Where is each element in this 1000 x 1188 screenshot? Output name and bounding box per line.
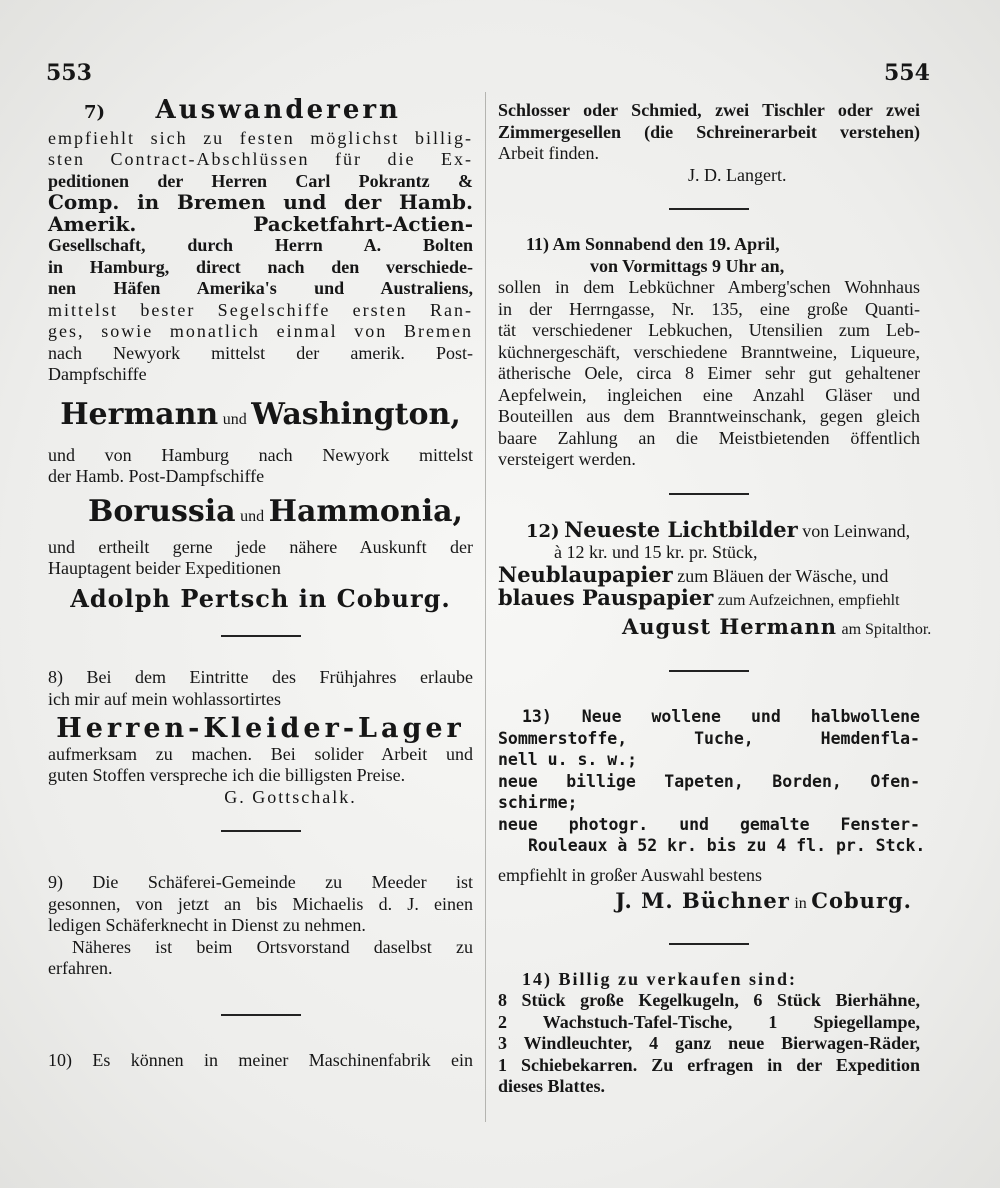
text-line: nell u. s. w.; [498, 750, 638, 769]
text-line: mittelst bester Segelschiffe ersten Ran- [48, 299, 473, 320]
text-line: Sommerstoffe, Tuche, Hemdenfla- [498, 728, 920, 748]
ad-8-signature: G. Gottschalk. [224, 786, 357, 807]
separator-rule [221, 830, 301, 832]
separator-rule [221, 1014, 301, 1016]
text-line: Schlosser oder Schmied, zwei Tischler oder zwei [498, 100, 920, 120]
text-line: Näheres ist beim Ortsvorstand daselbst zu [72, 936, 473, 957]
ad-heading: Auswanderern [155, 95, 401, 125]
ad-10-signature: J. D. Langert. [688, 164, 787, 185]
product-name: Neublaupapier [498, 561, 673, 587]
separator-rule [669, 208, 749, 210]
text-line: in Hamburg, direct nach den verschiede- [48, 256, 473, 277]
separator-rule [221, 635, 301, 637]
ad-12-title-row [498, 516, 920, 543]
text-line: Arbeit finden. [498, 143, 599, 163]
ad-12-line-3 [498, 561, 920, 588]
page-number-left: 553 [46, 60, 92, 86]
text-line: neue billige Tapeten, Borden, Ofen- [498, 771, 920, 791]
text-line: Hauptagent beider Expeditionen [48, 558, 281, 578]
ad-12-line-4 [498, 587, 920, 612]
conjunction: in [794, 895, 807, 912]
text-line: versteigert werden. [498, 449, 636, 469]
ship-name: Hermann [60, 396, 219, 432]
text-line: ich mir auf mein wohlassortirtes [48, 688, 281, 709]
text-line: nach Newyork mittelst der amerik. Post- [48, 342, 473, 363]
ship-names-row-1 [48, 394, 473, 441]
text-line: Gesellschaft, durch Herrn A. Bolten [48, 235, 473, 255]
ad-8-heading: Herren-Kleider-Lager [56, 713, 465, 744]
product-name: blaues Pauspapier [498, 585, 714, 610]
ad-title: Neueste Lichtbilder [564, 516, 798, 542]
text-line: Amerik. Packetfahrt-Actien- [48, 211, 473, 236]
conjunction: und [222, 410, 247, 428]
text-line: 13) Neue wollene und halbwollene [522, 707, 920, 726]
ad-13-signature [498, 890, 920, 915]
text-line: 14) Billig zu verkaufen sind: [522, 968, 798, 989]
page-number-right: 554 [884, 60, 930, 86]
text-line: Bouteillen aus dem Branntweinschank, gegen gleich [498, 406, 920, 426]
ad-7-signature: Adolph Pertsch in Coburg. [70, 583, 451, 613]
text-line: Rouleaux à 52 kr. bis zu 4 fl. pr. Stck. [528, 836, 926, 855]
text-line: Aepfelwein, ingleichen eine Anzahl Gläser und [498, 384, 920, 405]
text-line: aufmerksam zu machen. Bei solider Arbeit und [48, 743, 473, 764]
text-fragment: zum Aufzeichnen, empfiehlt [717, 592, 900, 609]
text-line: 8) Bei dem Eintritte des Frühjahres erlaube [48, 667, 473, 687]
text-line: 11) Am Sonnabend den 19. April, [526, 234, 780, 254]
text-line: in der Herrngasse, Nr. 135, eine große Quanti- [498, 298, 920, 319]
text-line: von Vormittags 9 Uhr an, [590, 255, 785, 276]
text-line: 10) Es können in meiner Maschinenfabrik ein [48, 1049, 473, 1070]
text-line: ledigen Schäferknecht in Dienst zu nehmen. [48, 915, 366, 935]
text-line: 8 Stück große Kegelkugeln, 6 Stück Bierhähne, [498, 990, 920, 1010]
text-line: Comp. in Bremen und der Hamb. [48, 190, 473, 214]
text-line: sten Contract-Abschlüssen für die Ex- [48, 149, 473, 169]
text-line: baare Zahlung an die Meistbietenden öffentlich [498, 427, 920, 448]
text-fragment: zum Bläuen der Wäsche, und [677, 565, 889, 586]
separator-rule [669, 943, 749, 945]
text-line: und ertheilt gerne jede nähere Auskunft der [48, 536, 473, 557]
text-line: 1 Schiebekarren. Zu erfragen in der Expedition [498, 1054, 920, 1075]
text-line: erfahren. [48, 958, 113, 978]
text-line: und von Hamburg nach Newyork mittelst [48, 444, 473, 465]
ad-12-signature [498, 613, 932, 641]
text-line: guten Stoffen verspreche ich die billigsten Preise. [48, 765, 406, 785]
advertiser-name: J. M. Büchner [615, 888, 790, 913]
ship-names-row-2 [48, 492, 473, 537]
text-line: peditionen der Herren Carl Pokrantz & [48, 170, 473, 191]
separator-rule [669, 670, 749, 672]
ship-name: Borussia [88, 493, 236, 529]
text-line: à 12 kr. und 15 kr. pr. Stück, [554, 542, 758, 562]
text-line: ges, sowie monatlich einmal von Bremen [48, 321, 473, 341]
text-line: empfiehlt sich zu festen möglichst billig- [48, 127, 473, 148]
text-line: nen Häfen Amerika's und Australiens, [48, 278, 473, 298]
conjunction: und [240, 507, 265, 525]
text-line: dieses Blattes. [498, 1076, 605, 1096]
text-line: schirme; [498, 793, 578, 812]
text-line: küchnergeschäft, verschiedene Branntweine, Liqueure, [498, 341, 920, 362]
ad-number: 7) [84, 102, 106, 123]
text-line: Zimmergesellen (die Schreinerarbeit verstehen) [498, 121, 920, 142]
text-line: neue photogr. und gemalte Fenster- [498, 814, 920, 834]
text-line: Dampfschiffe [48, 364, 147, 384]
text-line: ätherische Oele, circa 8 Eimer sehr gut gehaltener [498, 363, 920, 383]
ad-number: 12) [526, 520, 560, 542]
text-line: 3 Windleuchter, 4 ganz neue Bierwagen-Räder, [498, 1033, 920, 1053]
column-divider [485, 92, 486, 1122]
text-line: der Hamb. Post-Dampfschiffe [48, 466, 265, 486]
advertiser-place: Coburg. [811, 888, 912, 913]
left-column [48, 95, 473, 1071]
text-line: 9) Die Schäferei-Gemeinde zu Meeder ist [48, 872, 473, 892]
ship-name: Hammonia, [268, 493, 463, 529]
separator-rule [669, 493, 749, 495]
text-line: 2 Wachstuch-Tafel-Tische, 1 Spiegellampe, [498, 1011, 920, 1032]
ship-name: Washington, [251, 396, 461, 432]
text-line: tät verschiedener Lebkuchen, Utensilien zum Leb- [498, 320, 920, 340]
text-line: empfiehlt in großer Auswahl bestens [498, 864, 762, 885]
ad-title-rest: von Leinwand, [802, 520, 911, 541]
ad-7-heading-row [48, 95, 473, 125]
text-line: gesonnen, von jetzt an bis Michaelis d. J. einen [48, 893, 473, 914]
advertiser-name: August Hermann [622, 613, 837, 639]
right-column [498, 100, 932, 1098]
advertiser-location: am Spitalthor. [841, 620, 932, 638]
text-line: sollen in dem Lebküchner Amberg'schen Wohnhaus [498, 277, 920, 297]
